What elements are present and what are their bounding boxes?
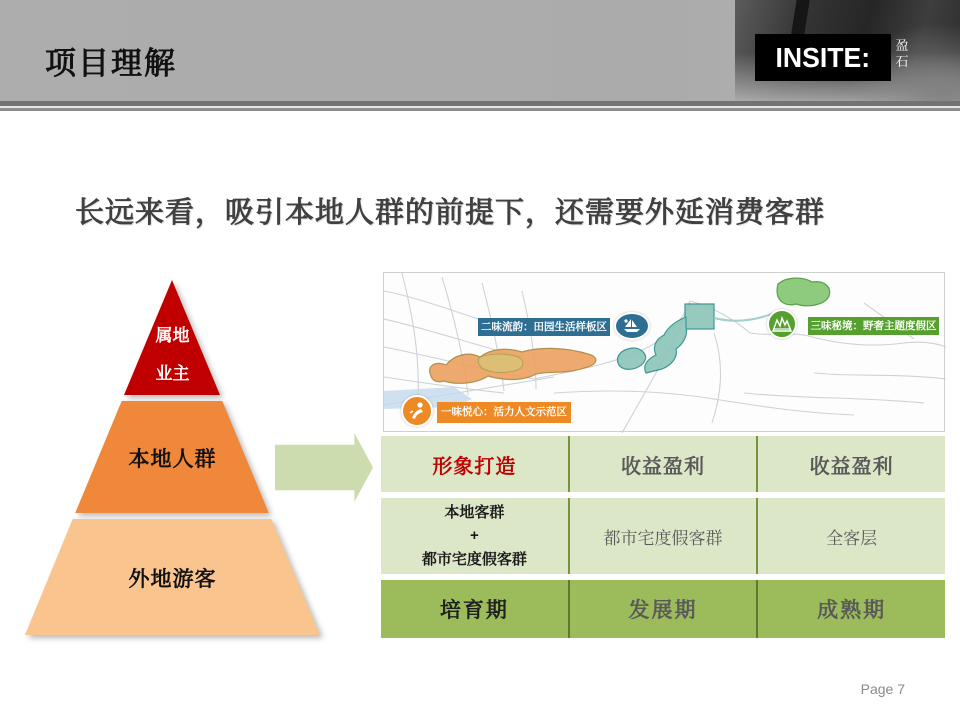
table-cell-phase3-theme (756, 436, 945, 492)
pyramid-top-label-1: 属地 (155, 326, 190, 345)
cell-text: 全客层 (826, 528, 878, 548)
cell-text: 都市宅度假客群 (603, 528, 723, 548)
table-cell-phase2-audience (568, 498, 757, 574)
header-photo (735, 0, 960, 101)
cell-text: 本地客群 (444, 504, 505, 522)
table-row-audience (381, 498, 945, 574)
table-cell-phase3-audience (756, 498, 945, 574)
logo-cn-char1: 盈 (895, 38, 909, 53)
table-cell-phase2-theme (568, 436, 757, 492)
master-plan-map (383, 272, 945, 432)
map-banner-orange: 一味悦心：活力人文示范区 (437, 402, 571, 423)
table-row-phase (381, 580, 945, 638)
map-banner-green: 三味秘境：野奢主题度假区 (808, 317, 939, 335)
mountain-icon (767, 309, 797, 339)
cell-text: 形象打造 (432, 455, 517, 478)
cell-text: 都市宅度假客群 (421, 550, 527, 568)
cell-text: 发展期 (628, 599, 698, 622)
pyramid-bottom-label: 外地游客 (128, 568, 217, 591)
page-title: 项目理解 (45, 46, 177, 81)
cell-text: + (469, 527, 479, 545)
header-divider-mid (0, 108, 960, 111)
cell-text: 收益盈利 (809, 455, 894, 478)
table-cell-phase1-theme (381, 436, 568, 492)
map-banner-blue: 二味流韵：田园生活样板区 (478, 318, 610, 336)
pyramid-top-label-2: 业主 (155, 364, 190, 383)
page-number: Page 7 (860, 681, 905, 697)
pyramid-middle-label: 本地人群 (128, 448, 217, 471)
slide-headline: 长远来看，吸引本地人群的前提下，还需要外延消费客群 (75, 197, 826, 229)
logo-cn-char2: 石 (895, 54, 909, 70)
map-region-inner (478, 354, 523, 372)
cell-text: 收益盈利 (621, 455, 705, 478)
insite-logo (755, 34, 891, 81)
cell-text: 成熟期 (817, 599, 887, 622)
boat-icon (614, 312, 650, 340)
person-icon (401, 395, 433, 427)
table-cell-phase1-name (381, 580, 568, 638)
table-cell-phase3-name (756, 580, 945, 638)
cell-text: 培育期 (439, 599, 509, 622)
table-cell-phase1-audience (381, 498, 568, 574)
header-bar (0, 0, 960, 101)
table-row-theme (381, 436, 945, 492)
logo-cn-text (895, 38, 909, 71)
logo-text: INSITE: (775, 41, 871, 73)
table-cell-phase2-name (568, 580, 757, 638)
map-region-green (777, 278, 830, 306)
